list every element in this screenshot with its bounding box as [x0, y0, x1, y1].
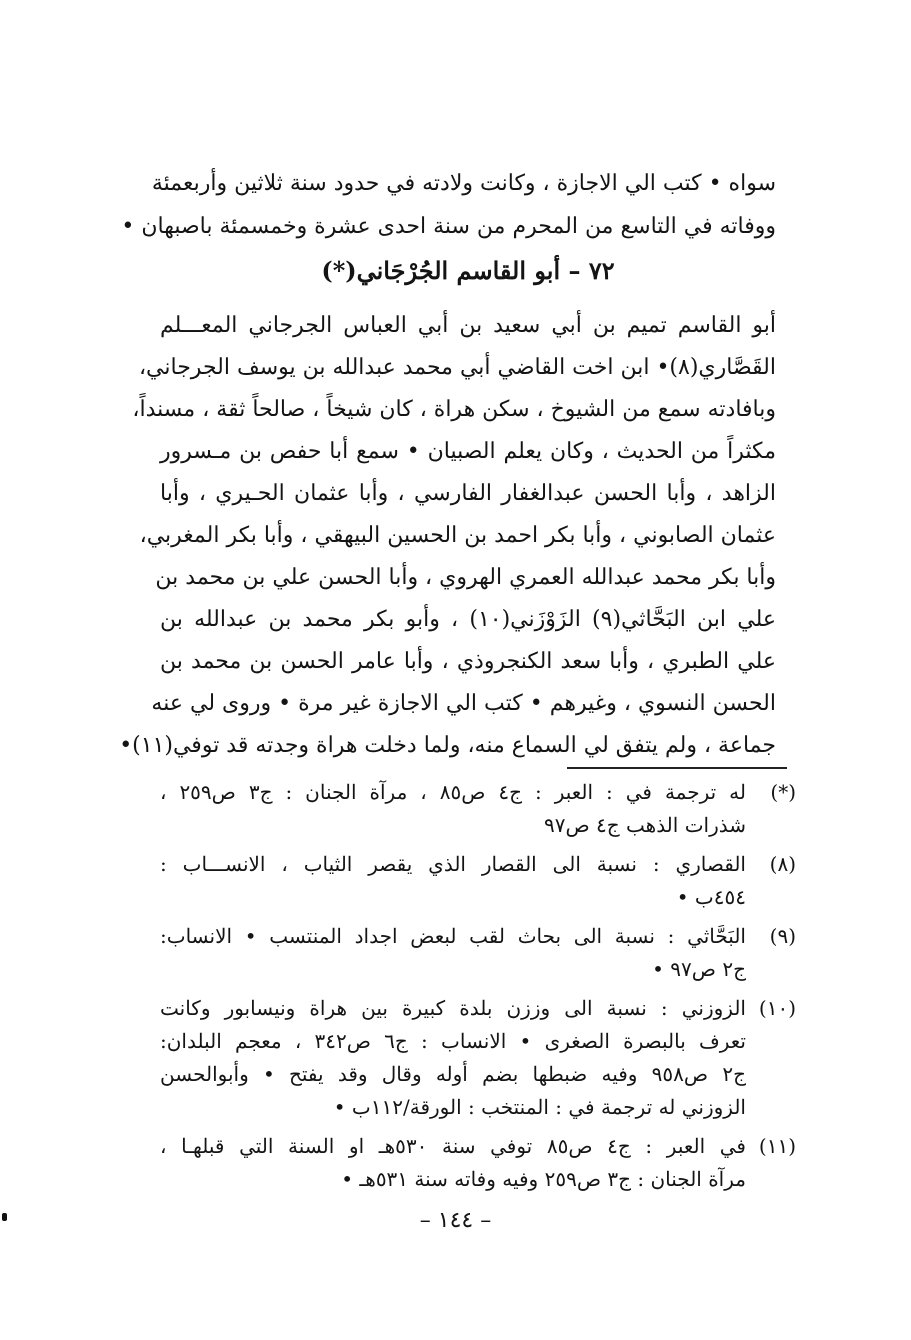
footnote-marker: (١٠) — [758, 996, 796, 1020]
footnote — [160, 992, 796, 1124]
text-line: الحسن النسوي ، وغيرهم • كتب الي الاجازة غير مرة • وروى لي عنه — [151, 691, 776, 716]
text-line: جماعة ، ولم يتفق لي السماع منه، ولما دخلت هراة وجدته قد توفي(١١)• — [119, 733, 776, 758]
footnote-line: الزوزني : نسبة الى وززن بلدة كبيرة بين هراة ونيسابور وكانت — [160, 996, 746, 1020]
text-line: القَصَّاري(٨)• ابن اخت القاضي أبي محمد عبدالله بن يوسف الجرجاني، — [138, 355, 776, 380]
footnote-line: ج٢ ص٩٧ • — [652, 957, 746, 981]
footnote — [160, 1130, 796, 1196]
text-line: الزاهد ، وأبا الحسن عبدالغفار الفارسي ، وأبا عثمان الحـيري ، وأبا — [160, 481, 776, 506]
scan-mark — [2, 1213, 7, 1221]
text-line: علي ابن البَحَّاثي(٩) الزَوْزَني(١٠) ، وأبو بكر محمد بن عبدالله بن — [160, 607, 776, 632]
footnote-line: البَحَّاثي : نسبة الى بحاث لقب لبعض اجداد المنتسب • الانساب: — [160, 924, 746, 948]
footnote — [160, 848, 796, 914]
text-line: علي الطبري ، وأبا سعد الكنجروذي ، وأبا عامر الحسن بن محمد بن — [160, 649, 776, 674]
footnote-marker: (١١) — [758, 1134, 796, 1158]
paragraph-continuation — [121, 162, 776, 248]
text-line: عثمان الصابوني ، وأبا بكر احمد بن الحسين البيهقي ، وأبا بكر المغربي، — [139, 523, 776, 548]
footnote-marker: (٨) — [769, 852, 796, 876]
footnote-marker: (*) — [770, 780, 796, 804]
footnote-marker: (٩) — [769, 924, 796, 948]
footnote — [160, 776, 796, 842]
footnote-separator — [567, 767, 787, 769]
footnote-line: تعرف بالبصرة الصغرى • الانساب : ج٦ ص٣٤٢ ، معجم البلدان: — [160, 1029, 746, 1053]
footnote-line: ٤٥٤ب • — [676, 885, 746, 909]
page-number: – ١٤٤ – — [419, 1208, 492, 1233]
footnote-line: شذرات الذهب ج٤ ص٩٧ — [543, 813, 746, 837]
text-line: وأبا بكر محمد عبدالله العمري الهروي ، وأبا الحسن علي بن محمد بن — [155, 565, 776, 590]
footnotes — [160, 776, 796, 1202]
text-line: وبافادته سمع من الشيوخ ، سكن هراة ، كان شيخاً ، صالحاً ثقة ، مسنداً، — [132, 397, 776, 422]
footnote — [160, 920, 796, 986]
footnote-line: في العبر : ج٤ ص٨٥ توفي سنة ٥٣٠هـ او السنة التي قبلهـا ، — [160, 1134, 746, 1158]
text-line: سواه • كتب الي الاجازة ، وكانت ولادته في حدود سنة ثلاثين وأربعمئة — [151, 171, 776, 196]
text-line: ووفاته في التاسع من المحرم من سنة احدى عشرة وخمسمئة باصبهان • — [121, 214, 776, 239]
entry-body — [119, 305, 776, 767]
footnote-line: مرآة الجنان : ج٣ ص٢٥٩ وفيه وفاته سنة ٥٣١هـ • — [341, 1167, 746, 1191]
footnote-line: له ترجمة في : العبر : ج٤ ص٨٥ ، مرآة الجنان : ج٣ ص٢٥٩ ، — [160, 780, 746, 804]
text-line: مكثراً من الحديث ، وكان يعلم الصبيان • سمع أبا حفص بن مـسرور — [160, 439, 776, 464]
entry-heading: ٧٢ – أبو القاسم الجُرْجَاني(*) — [321, 256, 615, 285]
footnote-line: ج٢ ص٩٥٨ وفيه ضبطها بضم أوله وقال وقد يفتح • وأبوالحسن — [160, 1062, 746, 1086]
text-line: أبو القاسم تميم بن أبي سعيد بن أبي العباس الجرجاني المعـــلم — [160, 313, 776, 338]
footnote-line: الزوزني له ترجمة في : المنتخب : الورقة/١١٢ب • — [333, 1095, 746, 1119]
footnote-line: القصاري : نسبة الى القصار الذي يقصر الثياب ، الانســـاب : — [160, 852, 746, 876]
